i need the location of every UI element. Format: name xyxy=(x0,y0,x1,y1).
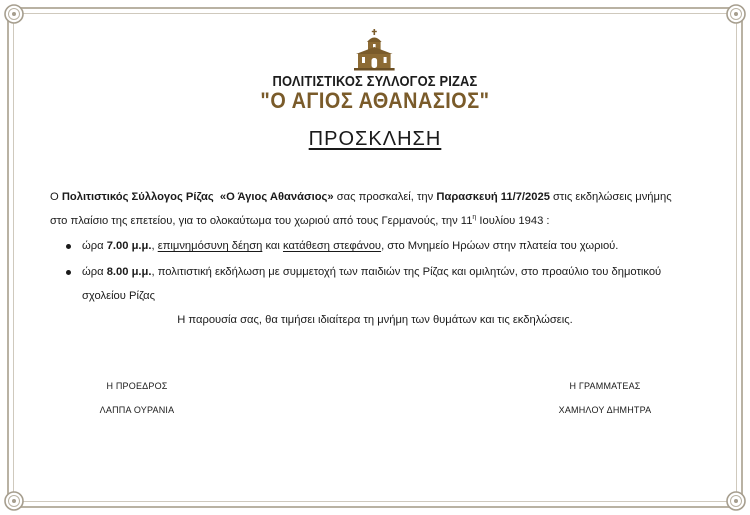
association-logo xyxy=(0,28,750,112)
intro-line2-end: Ιουλίου 1943 : xyxy=(476,215,550,227)
bullet-1-sep: , xyxy=(151,240,158,252)
page-title xyxy=(0,128,750,151)
bullet-1-and: και xyxy=(262,240,283,252)
intro-after-date: στις εκδηλώσεις μνήμης xyxy=(549,191,672,203)
secretary-name: ΧΑΜΗΛΟΥ ΔΗΜΗΤΡΑ xyxy=(558,405,652,415)
church-icon xyxy=(352,28,398,72)
secretary-role: Η ΓΡΑΜΜΑΤΕΑΣ xyxy=(569,381,641,391)
bullet-2-time: 8.00 μ.μ. xyxy=(106,266,152,278)
president-role: Η ΠΡΟΕΔΡΟΣ xyxy=(106,381,168,391)
intro-line2-sup: η xyxy=(472,214,477,221)
bullet-1-prefix: ώρα xyxy=(82,240,107,252)
closing-sentence: Η παρουσία σας, θα τιμήσει ιδιαίτερα τη μνήμη των θυμάτων και τις εκδηλώσεις. xyxy=(177,314,573,326)
bullet-2-text xyxy=(82,265,661,279)
corner-ornament-icon xyxy=(724,489,748,513)
bullet-2-prefix: ώρα xyxy=(82,266,107,278)
bullet-1-text xyxy=(82,239,618,253)
bullet-icon xyxy=(66,244,71,249)
bullet-1-event1: επιμνημόσυνη δέηση xyxy=(157,240,263,252)
bullet-icon xyxy=(66,270,71,275)
event-date: Παρασκευή 11/7/2025 xyxy=(436,191,550,203)
bullet-1-time: 7.00 μ.μ. xyxy=(106,240,152,252)
logo-name-line: "Ο ΑΓΙΟΣ ΑΘΑΝΑΣΙΟΣ" xyxy=(260,88,490,113)
bullet-1-event2: κατάθεση στεφάνου xyxy=(282,240,382,252)
president-name: ΛΑΠΠΑ ΟΥΡΑΝΙΑ xyxy=(99,405,175,415)
org-text: Πολιτιστικός Σύλλογος Ρίζας xyxy=(61,191,214,203)
bullet-2-continuation: σχολείου Ρίζας xyxy=(82,290,155,302)
intro-line2-start: στο πλαίσιο της επετείου, για το ολοκαύτωμα του χωριού από τους Γερμανούς, την 11 xyxy=(50,215,473,227)
intro-prefix: Ο xyxy=(50,191,62,203)
corner-ornament-icon xyxy=(724,2,748,26)
bullet-2-rest: , πολιτιστική εκδήλωση με συμμετοχή των παιδιών της Ρίζας και ομιλητών, στο προαύλιο του δημοτικού xyxy=(151,266,662,278)
bullet-1-rest: , στο Μνημείο Ηρώων στην πλατεία του χωριού. xyxy=(381,240,619,252)
intro-mid: σας προσκαλεί, την xyxy=(333,191,437,203)
intro-paragraph-line2 xyxy=(50,214,710,228)
org-name-text: «Ο Άγιος Αθανάσιος» xyxy=(219,191,334,203)
corner-ornament-icon xyxy=(2,2,26,26)
logo-org-line: ΠΟΛΙΤΙΣΤΙΚΟΣ ΣΥΛΛΟΓΟΣ ΡΙΖΑΣ xyxy=(272,73,478,90)
corner-ornament-icon xyxy=(2,489,26,513)
intro-paragraph-line1 xyxy=(50,190,710,204)
title-text: ΠΡΟΣΚΛΗΣΗ xyxy=(308,128,442,150)
